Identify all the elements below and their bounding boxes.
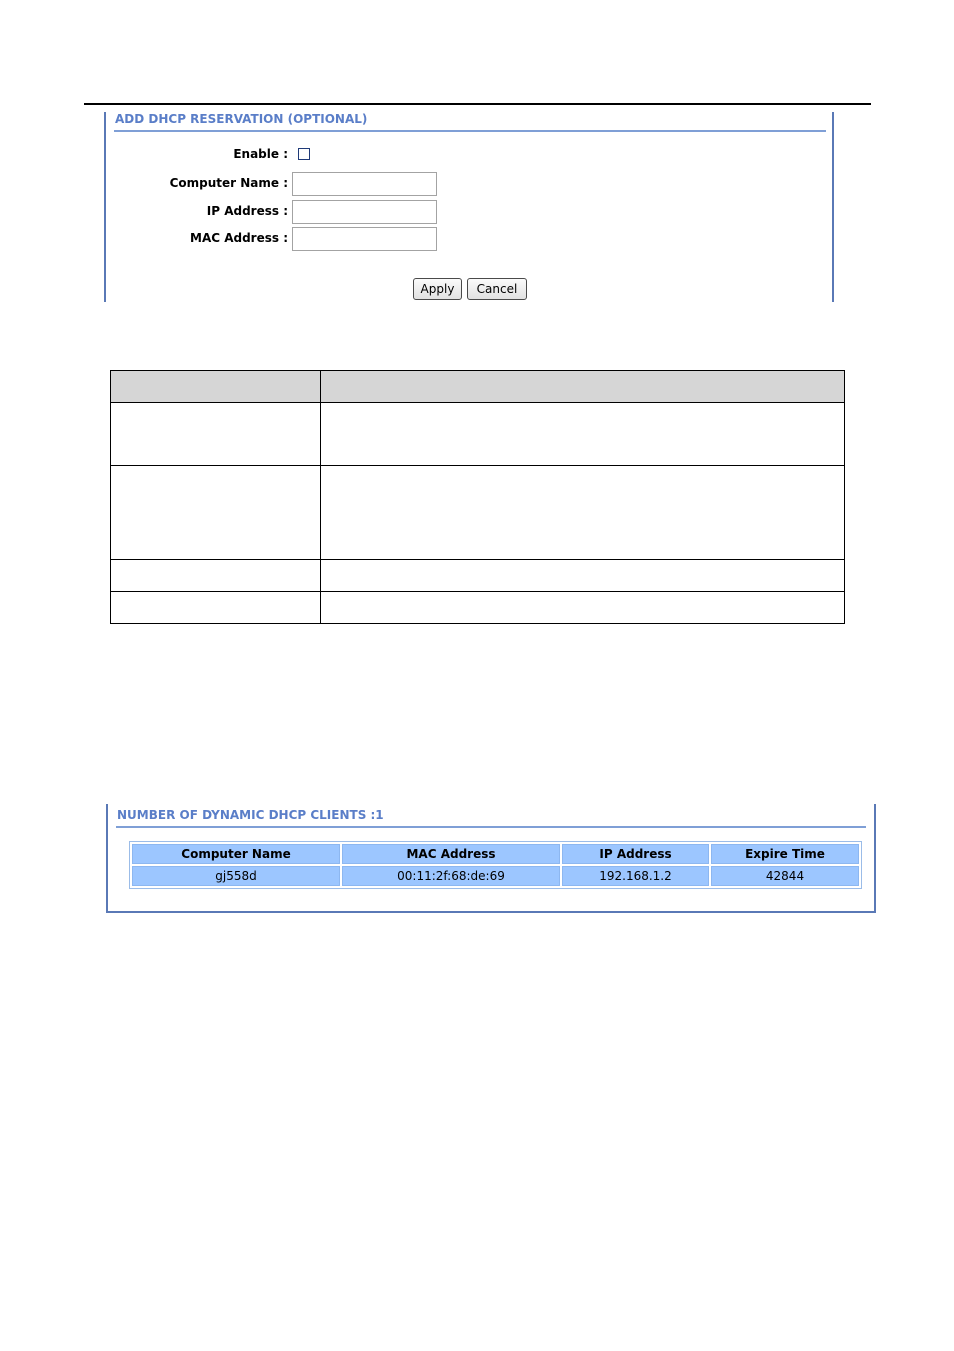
computer-name-row — [106, 172, 506, 196]
computer-name-label: Computer Name : — [169, 176, 288, 190]
description-row — [111, 403, 845, 466]
column-header-expire-time: Expire Time — [711, 844, 859, 864]
description-row — [111, 592, 845, 624]
computer-name-input[interactable] — [292, 172, 437, 196]
description-cell — [111, 560, 321, 592]
dhcp-clients-table — [129, 841, 862, 889]
description-cell — [321, 403, 845, 466]
mac-address-label: MAC Address : — [190, 231, 288, 245]
header-cell-field — [111, 371, 321, 403]
description-row — [111, 466, 845, 560]
cell-ip-address: 192.168.1.2 — [562, 866, 709, 886]
description-header-row — [111, 371, 845, 403]
mac-address-row — [106, 227, 506, 251]
description-cell — [111, 466, 321, 560]
mac-address-input[interactable] — [292, 227, 437, 251]
ip-address-input[interactable] — [292, 200, 437, 224]
description-cell — [321, 592, 845, 624]
reservation-title: ADD DHCP RESERVATION (OPTIONAL) — [115, 112, 368, 126]
apply-button[interactable]: Apply — [413, 278, 462, 300]
description-cell — [321, 560, 845, 592]
dhcp-reservation-panel — [104, 112, 834, 302]
clients-header-row — [132, 844, 859, 864]
clients-title-divider — [116, 826, 866, 828]
description-row — [111, 560, 845, 592]
field-description-table — [110, 370, 845, 624]
page-top-rule — [84, 103, 871, 105]
enable-label: Enable : — [233, 147, 288, 161]
description-cell — [111, 592, 321, 624]
reservation-title-divider — [114, 130, 826, 132]
cell-computer-name: gj558d — [132, 866, 340, 886]
dhcp-clients-panel — [106, 804, 876, 913]
enable-checkbox[interactable] — [298, 148, 310, 160]
clients-title: NUMBER OF DYNAMIC DHCP CLIENTS :1 — [117, 808, 384, 822]
cancel-button[interactable]: Cancel — [467, 278, 527, 300]
ip-address-label: IP Address : — [206, 204, 288, 218]
cell-mac-address: 00:11:2f:68:de:69 — [342, 866, 560, 886]
cell-expire-time: 42844 — [711, 866, 859, 886]
column-header-ip-address: IP Address — [562, 844, 709, 864]
ip-address-row — [106, 200, 506, 224]
column-header-mac-address: MAC Address — [342, 844, 560, 864]
column-header-computer-name: Computer Name — [132, 844, 340, 864]
description-cell — [111, 403, 321, 466]
header-cell-description — [321, 371, 845, 403]
description-cell — [321, 466, 845, 560]
table-row — [132, 866, 859, 886]
enable-row — [106, 143, 506, 167]
